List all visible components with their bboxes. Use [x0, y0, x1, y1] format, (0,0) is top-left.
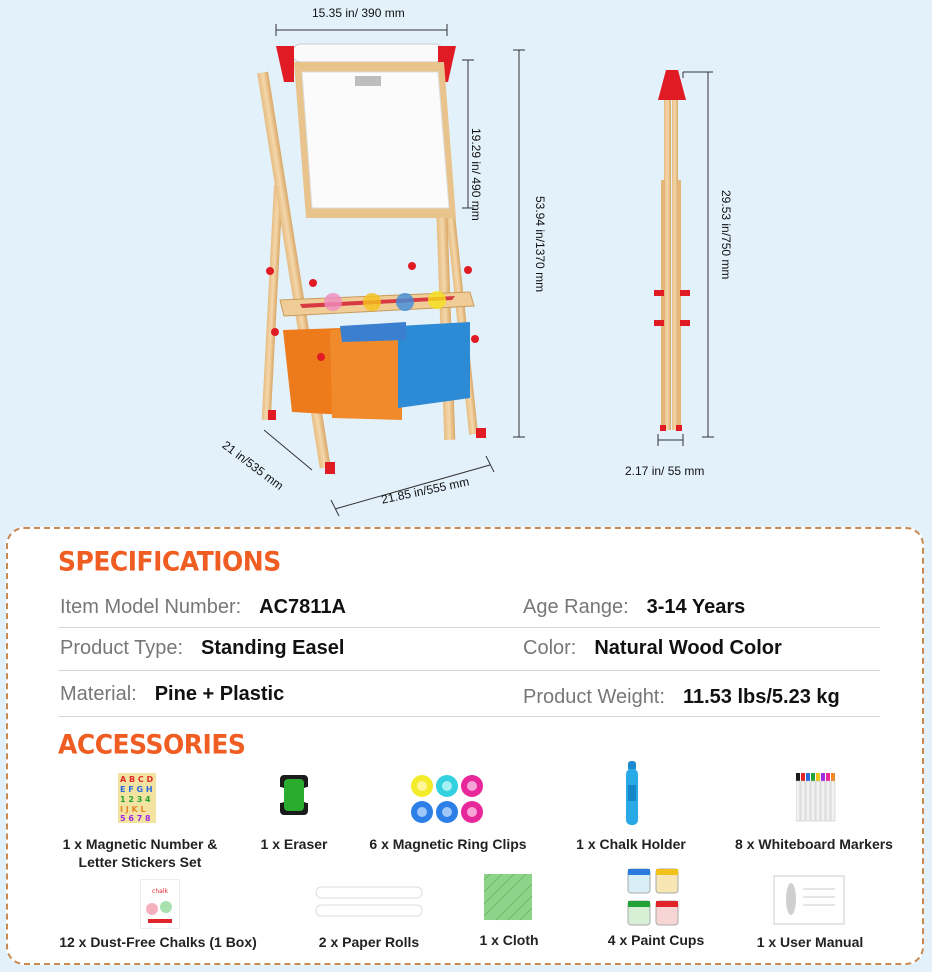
folded-height-label: 29.53 in/750 mm	[719, 190, 733, 280]
top-width-label: 15.35 in/ 390 mm	[312, 6, 405, 20]
accessory-label: 12 x Dust-Free Chalks (1 Box)	[59, 934, 257, 950]
spec-value: 11.53 lbs/5.23 kg	[682, 686, 840, 708]
divider	[58, 627, 880, 628]
chalk-box-icon	[140, 879, 180, 929]
accessory-label: 4 x Paint Cups	[607, 932, 705, 948]
depth-label: 21 in/535 mm	[219, 438, 287, 493]
specs-panel	[6, 527, 924, 965]
eraser-icon	[280, 773, 308, 817]
divider	[58, 670, 880, 671]
spec-material	[60, 683, 284, 706]
spec-model	[60, 596, 346, 619]
markers-icon	[796, 773, 838, 823]
svg-text:5 6 7 8: 5 6 7 8	[120, 814, 151, 823]
spec-label: Item Model Number:	[60, 596, 242, 618]
spec-age	[523, 596, 745, 619]
bottom-width-label: 21.85 in/555 mm	[380, 474, 471, 507]
specifications-title: SPECIFICATIONS	[58, 546, 281, 577]
cloth-icon	[482, 872, 534, 922]
paint-cups-icon	[626, 867, 682, 929]
accessory-label: 1 x Chalk Holder	[576, 836, 686, 852]
divider	[58, 716, 880, 717]
accessory-label: 1 x User Manual	[756, 934, 864, 950]
spec-weight	[523, 686, 840, 709]
spec-value: AC7811A	[259, 596, 346, 618]
spec-label: Product Type:	[60, 637, 184, 659]
spec-label: Material:	[60, 683, 137, 705]
accessory-label: 1 x Eraser	[260, 836, 328, 852]
svg-text:1 2 3 4: 1 2 3 4	[120, 795, 151, 804]
accessory-label: 1 x Magnetic Number & Letter Stickers Set	[62, 836, 218, 870]
manual-icon	[773, 875, 845, 925]
spec-value: Natural Wood Color	[594, 637, 782, 659]
svg-text:chalk: chalk	[152, 888, 168, 895]
svg-text:E F G H: E F G H	[120, 785, 153, 794]
board-height-label: 19.29 in/ 490 mm	[469, 128, 483, 221]
svg-text:I J K L: I J K L	[120, 805, 146, 814]
spec-label: Product Weight:	[523, 686, 665, 708]
total-height-label: 53.94 in/1370 mm	[533, 196, 547, 293]
spec-type	[60, 637, 344, 660]
accessory-label: 2 x Paper Rolls	[318, 934, 420, 950]
accessory-label: 8 x Whiteboard Markers	[735, 836, 893, 852]
chalk-holder-icon	[625, 761, 639, 827]
svg-text:A B C D: A B C D	[120, 775, 154, 784]
letter-stickers-icon	[118, 773, 156, 823]
spec-value: 3-14 Years	[646, 596, 746, 618]
spec-label: Color:	[523, 637, 577, 659]
spec-value: Standing Easel	[201, 637, 345, 659]
spec-value: Pine + Plastic	[154, 683, 285, 705]
accessories-title: ACCESSORIES	[58, 729, 246, 760]
accessory-label: 1 x Cloth	[479, 932, 539, 948]
spec-label: Age Range:	[523, 596, 629, 618]
accessory-label: 6 x Magnetic Ring Clips	[369, 836, 527, 852]
folded-thickness-label: 2.17 in/ 55 mm	[625, 464, 705, 478]
paper-rolls-icon	[314, 883, 426, 921]
ring-clips-icon	[410, 773, 484, 825]
spec-color	[523, 637, 782, 660]
